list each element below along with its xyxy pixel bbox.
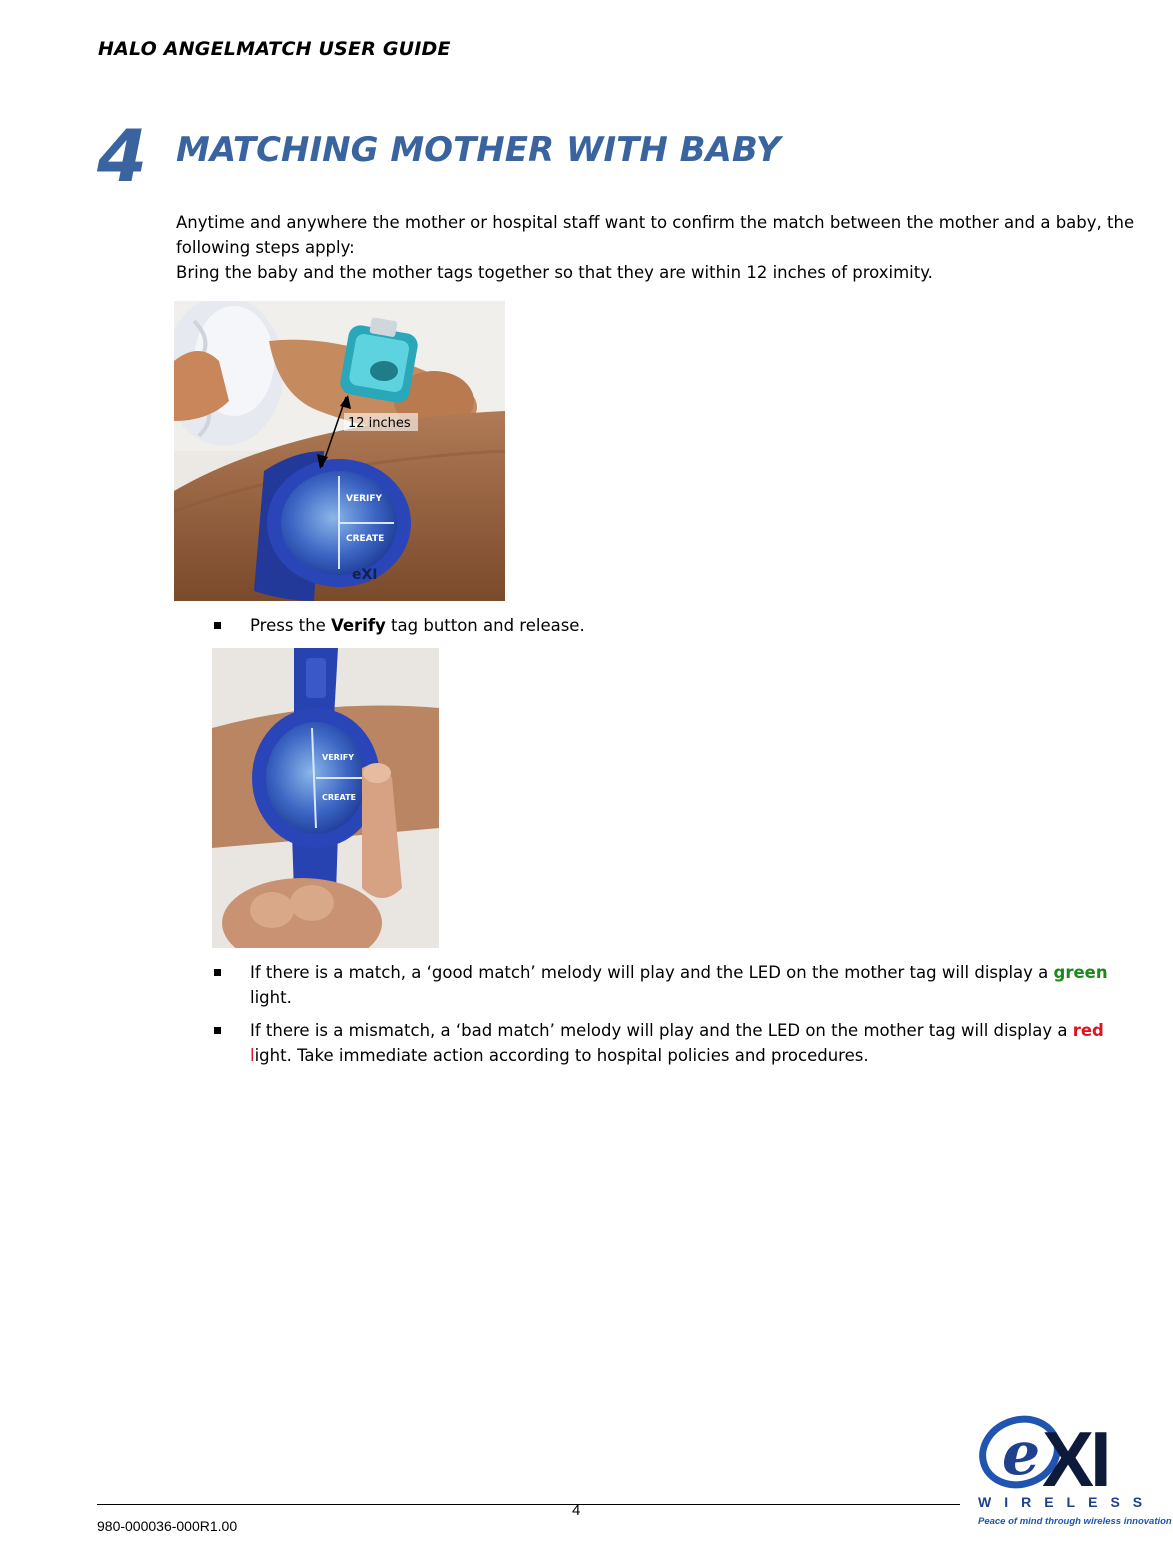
- logo-tagline: Peace of mind through wireless innovation: [978, 1516, 1172, 1527]
- document-id: 980-000036-000R1.00: [97, 1518, 238, 1534]
- b2-pre: If there is a match, a ‘good match’ melody will play and the LED on the mother tag will display a: [250, 963, 1054, 982]
- photo-press-verify: [212, 648, 439, 948]
- b2-green-word: green: [1053, 963, 1108, 982]
- watch-verify-label: VERIFY: [346, 494, 383, 504]
- b1-post: tag button and release.: [385, 616, 585, 635]
- watch-create-label: CREATE: [346, 534, 385, 544]
- bullet-marker: [214, 622, 221, 629]
- chapter-number: 4: [97, 114, 148, 198]
- running-header: HALO ANGELMATCH USER GUIDE: [98, 38, 451, 60]
- intro-line-1: Anytime and anywhere the mother or hospital staff want to confirm the match between the mother and a baby, the following steps apply:: [176, 213, 1135, 257]
- svg-text:XI: XI: [1042, 1415, 1108, 1503]
- bullet-text: [250, 960, 1130, 1010]
- distance-label: 12 inches: [348, 416, 411, 431]
- exi-wireless-logo: [972, 1404, 1170, 1534]
- bullet-marker: [214, 1027, 221, 1034]
- b3-pre: If there is a mismatch, a ‘bad match’ melody will play and the LED on the mother tag will display a: [250, 1021, 1073, 1040]
- tags-proximity-illustration: [174, 301, 505, 601]
- page-number: 4: [572, 1502, 581, 1519]
- intro-line-2: Bring the baby and the mother tags together so that they are within 12 inches of proximity.: [176, 263, 933, 282]
- b3-red-l: l: [250, 1046, 255, 1065]
- footer-rule: [97, 1504, 960, 1505]
- logo-wireless-word: WIRELESS: [978, 1494, 1156, 1510]
- b1-verify: Verify: [331, 616, 386, 635]
- b2-post: light.: [250, 988, 292, 1007]
- b1-pre: Press the: [250, 616, 331, 635]
- svg-text:e: e: [1002, 1419, 1041, 1489]
- chapter-title: MATCHING MOTHER WITH BABY: [176, 130, 781, 170]
- photo-tags-proximity: [174, 301, 505, 601]
- bullet-text: [250, 1018, 1130, 1068]
- b3-post: ight. Take immediate action according to hospital policies and procedures.: [254, 1046, 869, 1065]
- bullet-marker: [214, 969, 221, 976]
- watch2-verify-label: VERIFY: [322, 753, 355, 762]
- watch2-create-label: CREATE: [322, 793, 356, 802]
- intro-text: [176, 210, 1136, 285]
- bullet-text: [250, 613, 1130, 638]
- logo-wireless-text: [978, 1494, 1168, 1510]
- b3-red-word: red: [1072, 1021, 1104, 1040]
- press-verify-illustration: [212, 648, 439, 948]
- watch-brand-label: eXI: [352, 567, 378, 583]
